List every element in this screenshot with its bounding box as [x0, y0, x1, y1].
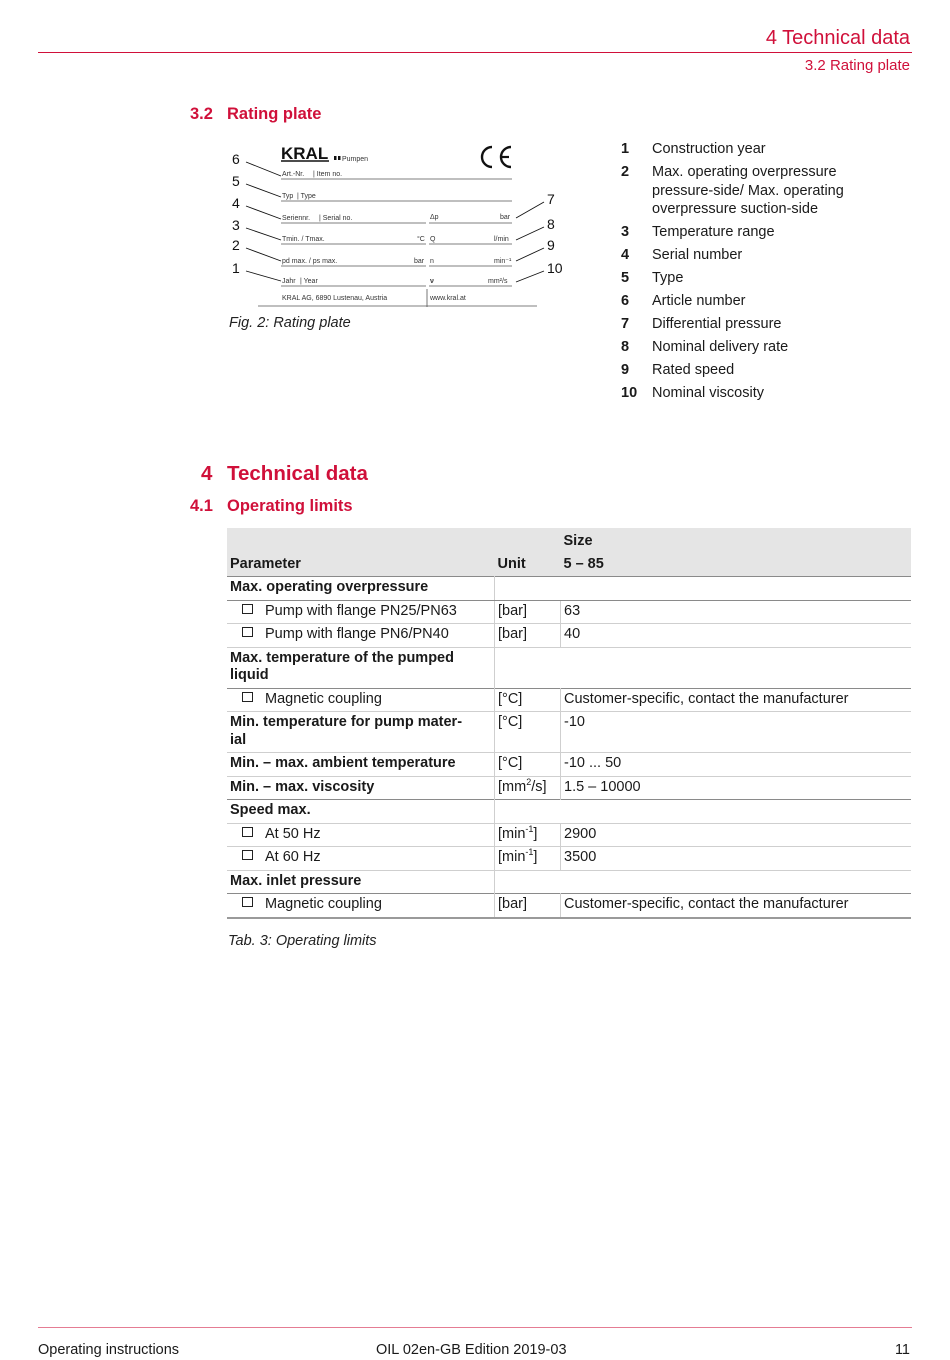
rating-plate-figure	[228, 138, 578, 313]
row-parameter: Max. temperature of the pumped liquid	[227, 647, 495, 688]
table-row	[227, 712, 911, 753]
row-parameter: Min. – max. viscosity	[227, 776, 495, 800]
callout-6: 6	[232, 151, 240, 167]
row-parameter: Min. temperature for pump mater-ial	[227, 712, 495, 753]
figure-caption: Fig. 2: Rating plate	[229, 315, 351, 331]
callout-4: 4	[232, 195, 240, 211]
legend-number: 7	[621, 316, 630, 332]
plate-label-type: | Type	[297, 193, 316, 200]
row-parameter-text: Pump with flange PN6/PN40	[265, 626, 449, 642]
header-size-range: 5 – 85	[563, 555, 604, 572]
bullet-square-icon	[242, 850, 253, 860]
legend-item	[621, 384, 921, 403]
plate-label-serien: Seriennr.	[282, 215, 311, 222]
unit-text: [min	[498, 825, 526, 842]
legend-text: Article number	[652, 293, 746, 309]
unit-text: /s]	[531, 778, 547, 795]
row-parameter-text: At 50 Hz	[265, 825, 321, 842]
legend-text: Type	[652, 270, 684, 286]
legend-item	[621, 338, 921, 357]
row-value: Customer-specific, contact the manufacturer	[564, 896, 849, 912]
header-rule	[38, 52, 912, 53]
legend-item	[621, 292, 921, 311]
table-row	[227, 688, 911, 712]
rating-plate-legend	[621, 140, 921, 407]
rating-plate-drawing	[228, 138, 578, 313]
row-value: 40	[564, 626, 581, 642]
section-heading-operating-limits	[190, 497, 353, 516]
section-number: 3.2	[190, 105, 213, 123]
legend-number: 10	[621, 385, 638, 401]
row-value: 63	[564, 602, 581, 619]
bullet-square-icon	[242, 627, 253, 637]
callout-2: 2	[232, 237, 240, 253]
unit-text: [mm	[498, 778, 527, 795]
callout-7: 7	[547, 191, 555, 207]
legend-item	[621, 269, 921, 288]
unit-superscript: 2	[526, 776, 532, 787]
bullet-square-icon	[242, 827, 253, 837]
legend-text: Max. operating overpressure pressure-side/ Max. operating overpressure suction-side	[652, 164, 844, 217]
legend-text: Temperature range	[652, 224, 775, 240]
table-header-row	[227, 528, 911, 554]
row-value: 2900	[564, 825, 597, 842]
legend-number: 6	[621, 293, 630, 309]
plate-label-nu: ν	[430, 278, 434, 285]
legend-number: 3	[621, 224, 630, 240]
legend-text: Differential pressure	[652, 316, 782, 332]
legend-text: Nominal viscosity	[652, 385, 764, 401]
table-row	[227, 647, 911, 688]
header-section-title: 3.2 Rating plate	[804, 57, 910, 74]
chapter-number: 4	[201, 462, 213, 485]
row-unit	[495, 847, 561, 871]
row-parameter	[227, 600, 495, 624]
header-unit: Unit	[497, 555, 526, 572]
plate-label-item: | Item no.	[313, 171, 343, 178]
row-unit: [bar]	[495, 894, 561, 918]
chapter-title: Technical data	[227, 462, 368, 485]
footer-edition: OIL 02en-GB Edition 2019-03	[376, 1342, 567, 1358]
chapter-heading	[201, 462, 368, 486]
legend-text: Serial number	[652, 247, 743, 263]
footer-rule	[38, 1327, 912, 1328]
plate-label-mm2s: mm²/s	[488, 278, 508, 285]
header-chapter-title: 4 Technical data	[765, 27, 910, 49]
plate-label-serial: | Serial no.	[319, 215, 353, 222]
plate-label-dp: Δp	[430, 214, 439, 221]
callout-1: 1	[232, 260, 240, 276]
legend-item	[621, 361, 921, 380]
plate-label-n: n	[430, 258, 434, 265]
legend-item	[621, 246, 921, 265]
row-parameter	[227, 894, 495, 918]
plate-web: www.kral.at	[430, 295, 466, 302]
row-unit: [°C]	[495, 712, 561, 753]
unit-text: ]	[533, 825, 538, 842]
legend-text: Rated speed	[652, 362, 735, 378]
row-unit	[495, 823, 561, 847]
kral-logo: KRAL	[281, 144, 329, 163]
plate-label-bar2: bar	[414, 258, 425, 265]
row-parameter-text: At 60 Hz	[265, 849, 321, 865]
legend-number: 9	[621, 362, 630, 378]
legend-item	[621, 163, 862, 219]
row-parameter: Max. inlet pressure	[227, 870, 495, 894]
plate-label-year: | Year	[300, 278, 318, 285]
legend-item	[621, 223, 921, 242]
legend-item	[621, 140, 921, 159]
table-row	[227, 753, 911, 777]
bullet-square-icon	[242, 897, 253, 907]
plate-address: KRAL AG, 6890 Lustenau, Austria	[282, 295, 388, 302]
table-row	[227, 823, 911, 847]
plate-label-q: Q	[430, 236, 436, 243]
unit-superscript: -1	[525, 823, 534, 834]
brand-subtitle: Pumpen	[342, 156, 369, 163]
ce-mark-icon	[482, 147, 511, 167]
row-value: 3500	[564, 849, 597, 865]
section-title: Operating limits	[227, 497, 353, 515]
table-row	[227, 894, 911, 918]
section-heading-rating-plate	[190, 105, 322, 124]
row-parameter-text: Magnetic coupling	[265, 896, 382, 912]
row-parameter-text: Pump with flange PN25/PN63	[265, 602, 457, 619]
row-parameter	[227, 688, 495, 712]
legend-number: 2	[621, 164, 630, 180]
legend-number: 1	[621, 141, 630, 157]
legend-number: 8	[621, 339, 630, 355]
row-value: -10	[564, 714, 585, 730]
table-caption: Tab. 3: Operating limits	[228, 933, 377, 949]
row-parameter: Min. – max. ambient temperature	[227, 753, 495, 777]
row-parameter: Max. operating overpressure	[227, 577, 495, 601]
plate-label-minm1: min⁻¹	[494, 258, 512, 265]
legend-text: Construction year	[652, 141, 766, 157]
row-value: Customer-specific, contact the manufacturer	[564, 690, 849, 707]
header-parameter: Parameter	[230, 555, 301, 572]
plate-label-pdmax: pd max. / ps max.	[282, 258, 338, 265]
plate-label-lmin: l/min	[494, 236, 509, 243]
bullet-square-icon	[242, 692, 253, 702]
section-title: Rating plate	[227, 105, 322, 123]
table-row	[227, 870, 911, 894]
operating-limits-table	[227, 528, 911, 919]
unit-text: [min	[498, 849, 526, 865]
row-unit	[495, 776, 561, 800]
row-unit: [°C]	[495, 753, 561, 777]
footer-page-number: 11	[894, 1342, 910, 1358]
table-row	[227, 624, 911, 648]
row-value: 1.5 – 10000	[564, 778, 641, 795]
plate-label-tminmax: Tmin. / Tmax.	[282, 236, 325, 243]
plate-label-art: Art.-Nr.	[282, 171, 305, 178]
footer-document-type: Operating instructions	[38, 1342, 180, 1358]
legend-number: 5	[621, 270, 630, 286]
unit-text: ]	[533, 849, 538, 865]
table-row	[227, 577, 911, 601]
row-parameter-text: Magnetic coupling	[265, 690, 382, 707]
row-parameter	[227, 847, 495, 871]
plate-label-jahr: Jahr	[282, 278, 296, 285]
row-unit: [bar]	[495, 624, 561, 648]
callout-5: 5	[232, 173, 240, 189]
callout-10: 10	[547, 260, 563, 276]
legend-number: 4	[621, 247, 630, 263]
section-number: 4.1	[190, 497, 213, 515]
callout-9: 9	[547, 237, 555, 253]
callout-8: 8	[547, 216, 555, 232]
table-row	[227, 800, 911, 824]
row-value: -10 ... 50	[564, 755, 622, 771]
bullet-square-icon	[242, 604, 253, 614]
row-parameter: Speed max.	[227, 800, 495, 824]
unit-superscript: -1	[525, 847, 534, 858]
plate-label-degc: °C	[417, 236, 425, 243]
header-size: Size	[563, 533, 593, 549]
row-unit: [bar]	[495, 600, 561, 624]
row-parameter	[227, 823, 495, 847]
row-unit: [°C]	[495, 688, 561, 712]
legend-item	[621, 315, 921, 334]
callout-3: 3	[232, 217, 240, 233]
table-row	[227, 600, 911, 624]
table-row	[227, 776, 911, 800]
row-parameter	[227, 624, 495, 648]
plate-label-typ: Typ	[282, 193, 294, 200]
table-header-row	[227, 554, 911, 577]
table-row	[227, 847, 911, 871]
legend-text: Nominal delivery rate	[652, 339, 789, 355]
plate-label-bar: bar	[500, 214, 511, 221]
